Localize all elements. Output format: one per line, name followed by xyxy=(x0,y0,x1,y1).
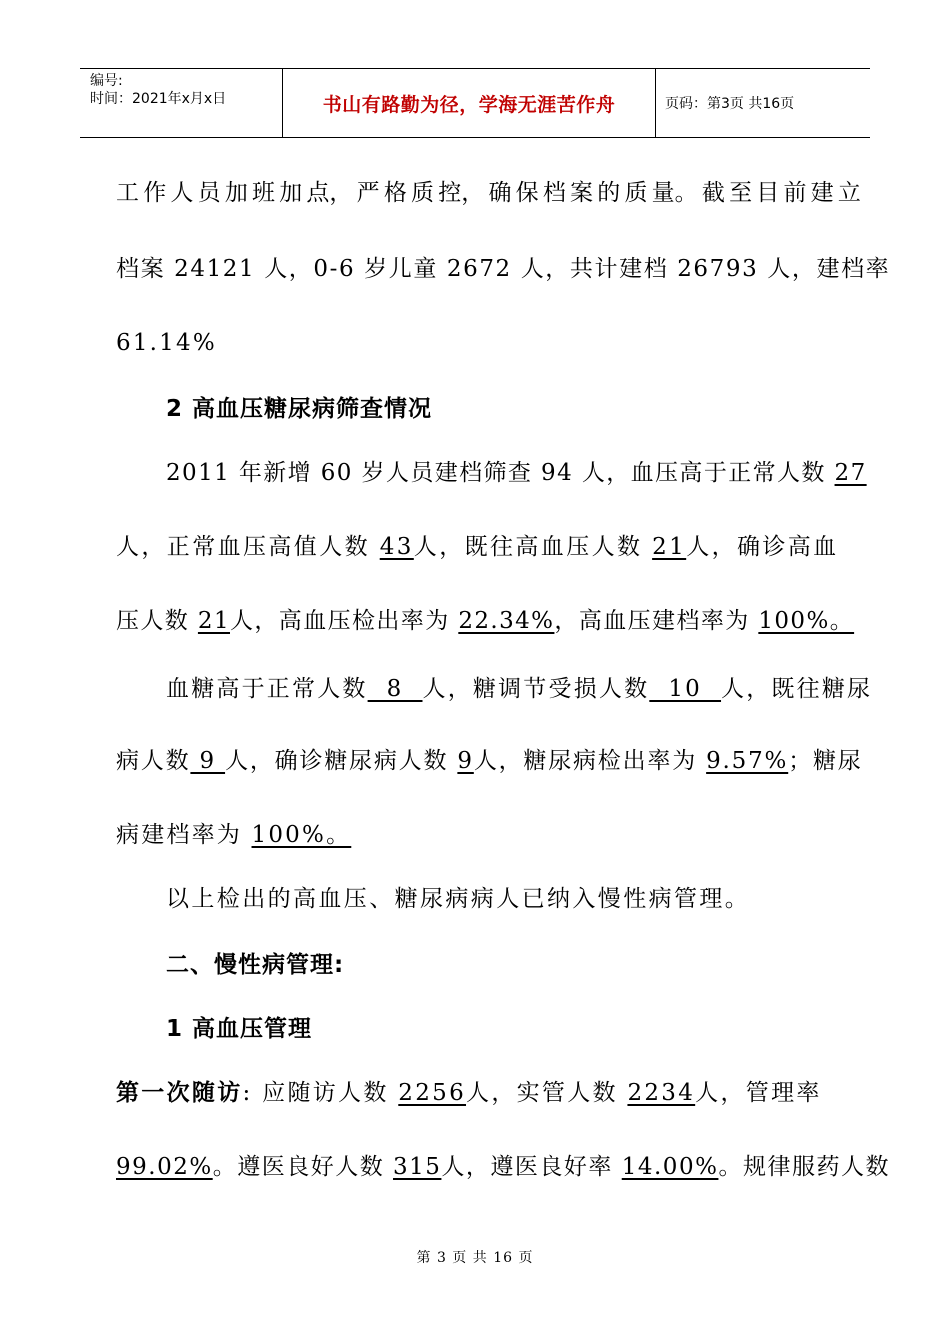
motto-text: 书山有路勤为径，学海无涯苦作舟 xyxy=(322,93,616,116)
time-label: 时间：2021年x月x日 xyxy=(90,91,227,107)
paragraph-line: 61.14% xyxy=(116,330,217,356)
page-footer: 第 3 页 共 16 页 xyxy=(416,1250,534,1266)
page-info: 页码：第3页 共16页 xyxy=(665,96,795,112)
first-visit-label: 第一次随访 xyxy=(116,1080,243,1106)
paragraph-line: 血糖高于正常人数 8 人，糖调节受损人数 10 人，既往糖尿 xyxy=(166,676,873,702)
paragraph-line: 病建档率为 100%。 xyxy=(116,822,352,848)
section-heading: 2 高血压糖尿病筛查情况 xyxy=(166,396,433,422)
paragraph-line: 档案 24121 人，0-6 岁儿童 2672 人，共计建档 26793 人，建档率 xyxy=(116,256,891,282)
document-header xyxy=(80,68,870,138)
paragraph-line: 工 作 人 员 加 班 加 点， 严 格 质 控， 确 保 档 案 的 质 量。 截 至 目 前 建 立 xyxy=(116,180,861,206)
section-heading: 1 高血压管理 xyxy=(166,1016,313,1042)
paragraph-line: 压人数 21人，高血压检出率为 22.34%，高血压建档率为 100%。 xyxy=(116,608,855,634)
header-motto-cell xyxy=(282,69,656,137)
section-heading: 二、慢性病管理: xyxy=(166,952,345,978)
paragraph-line: 第一次随访: 应随访人数 2256人，实管人数 2234人，管理率 xyxy=(116,1080,822,1106)
paragraph-line: 人，正常血压高值人数 43人，既往高血压人数 21人，确诊高血 xyxy=(116,534,839,560)
paragraph-line: 以上检出的高血压、糖尿病病人已纳入慢性病管理。 xyxy=(166,886,751,912)
paragraph-line: 2011 年新增 60 岁人员建档筛查 94 人，血压高于正常人数 27 xyxy=(166,460,867,486)
paragraph-line: 病人数 9 人，确诊糖尿病人数 9人，糖尿病检出率为 9.57%；糖尿 xyxy=(116,748,863,774)
number-label: 编号: xyxy=(90,73,123,89)
header-meta-cell xyxy=(80,69,282,137)
paragraph-line: 99.02%。遵医良好人数 315人，遵医良好率 14.00%。规律服药人数 xyxy=(116,1154,890,1180)
header-page-cell xyxy=(655,69,870,137)
